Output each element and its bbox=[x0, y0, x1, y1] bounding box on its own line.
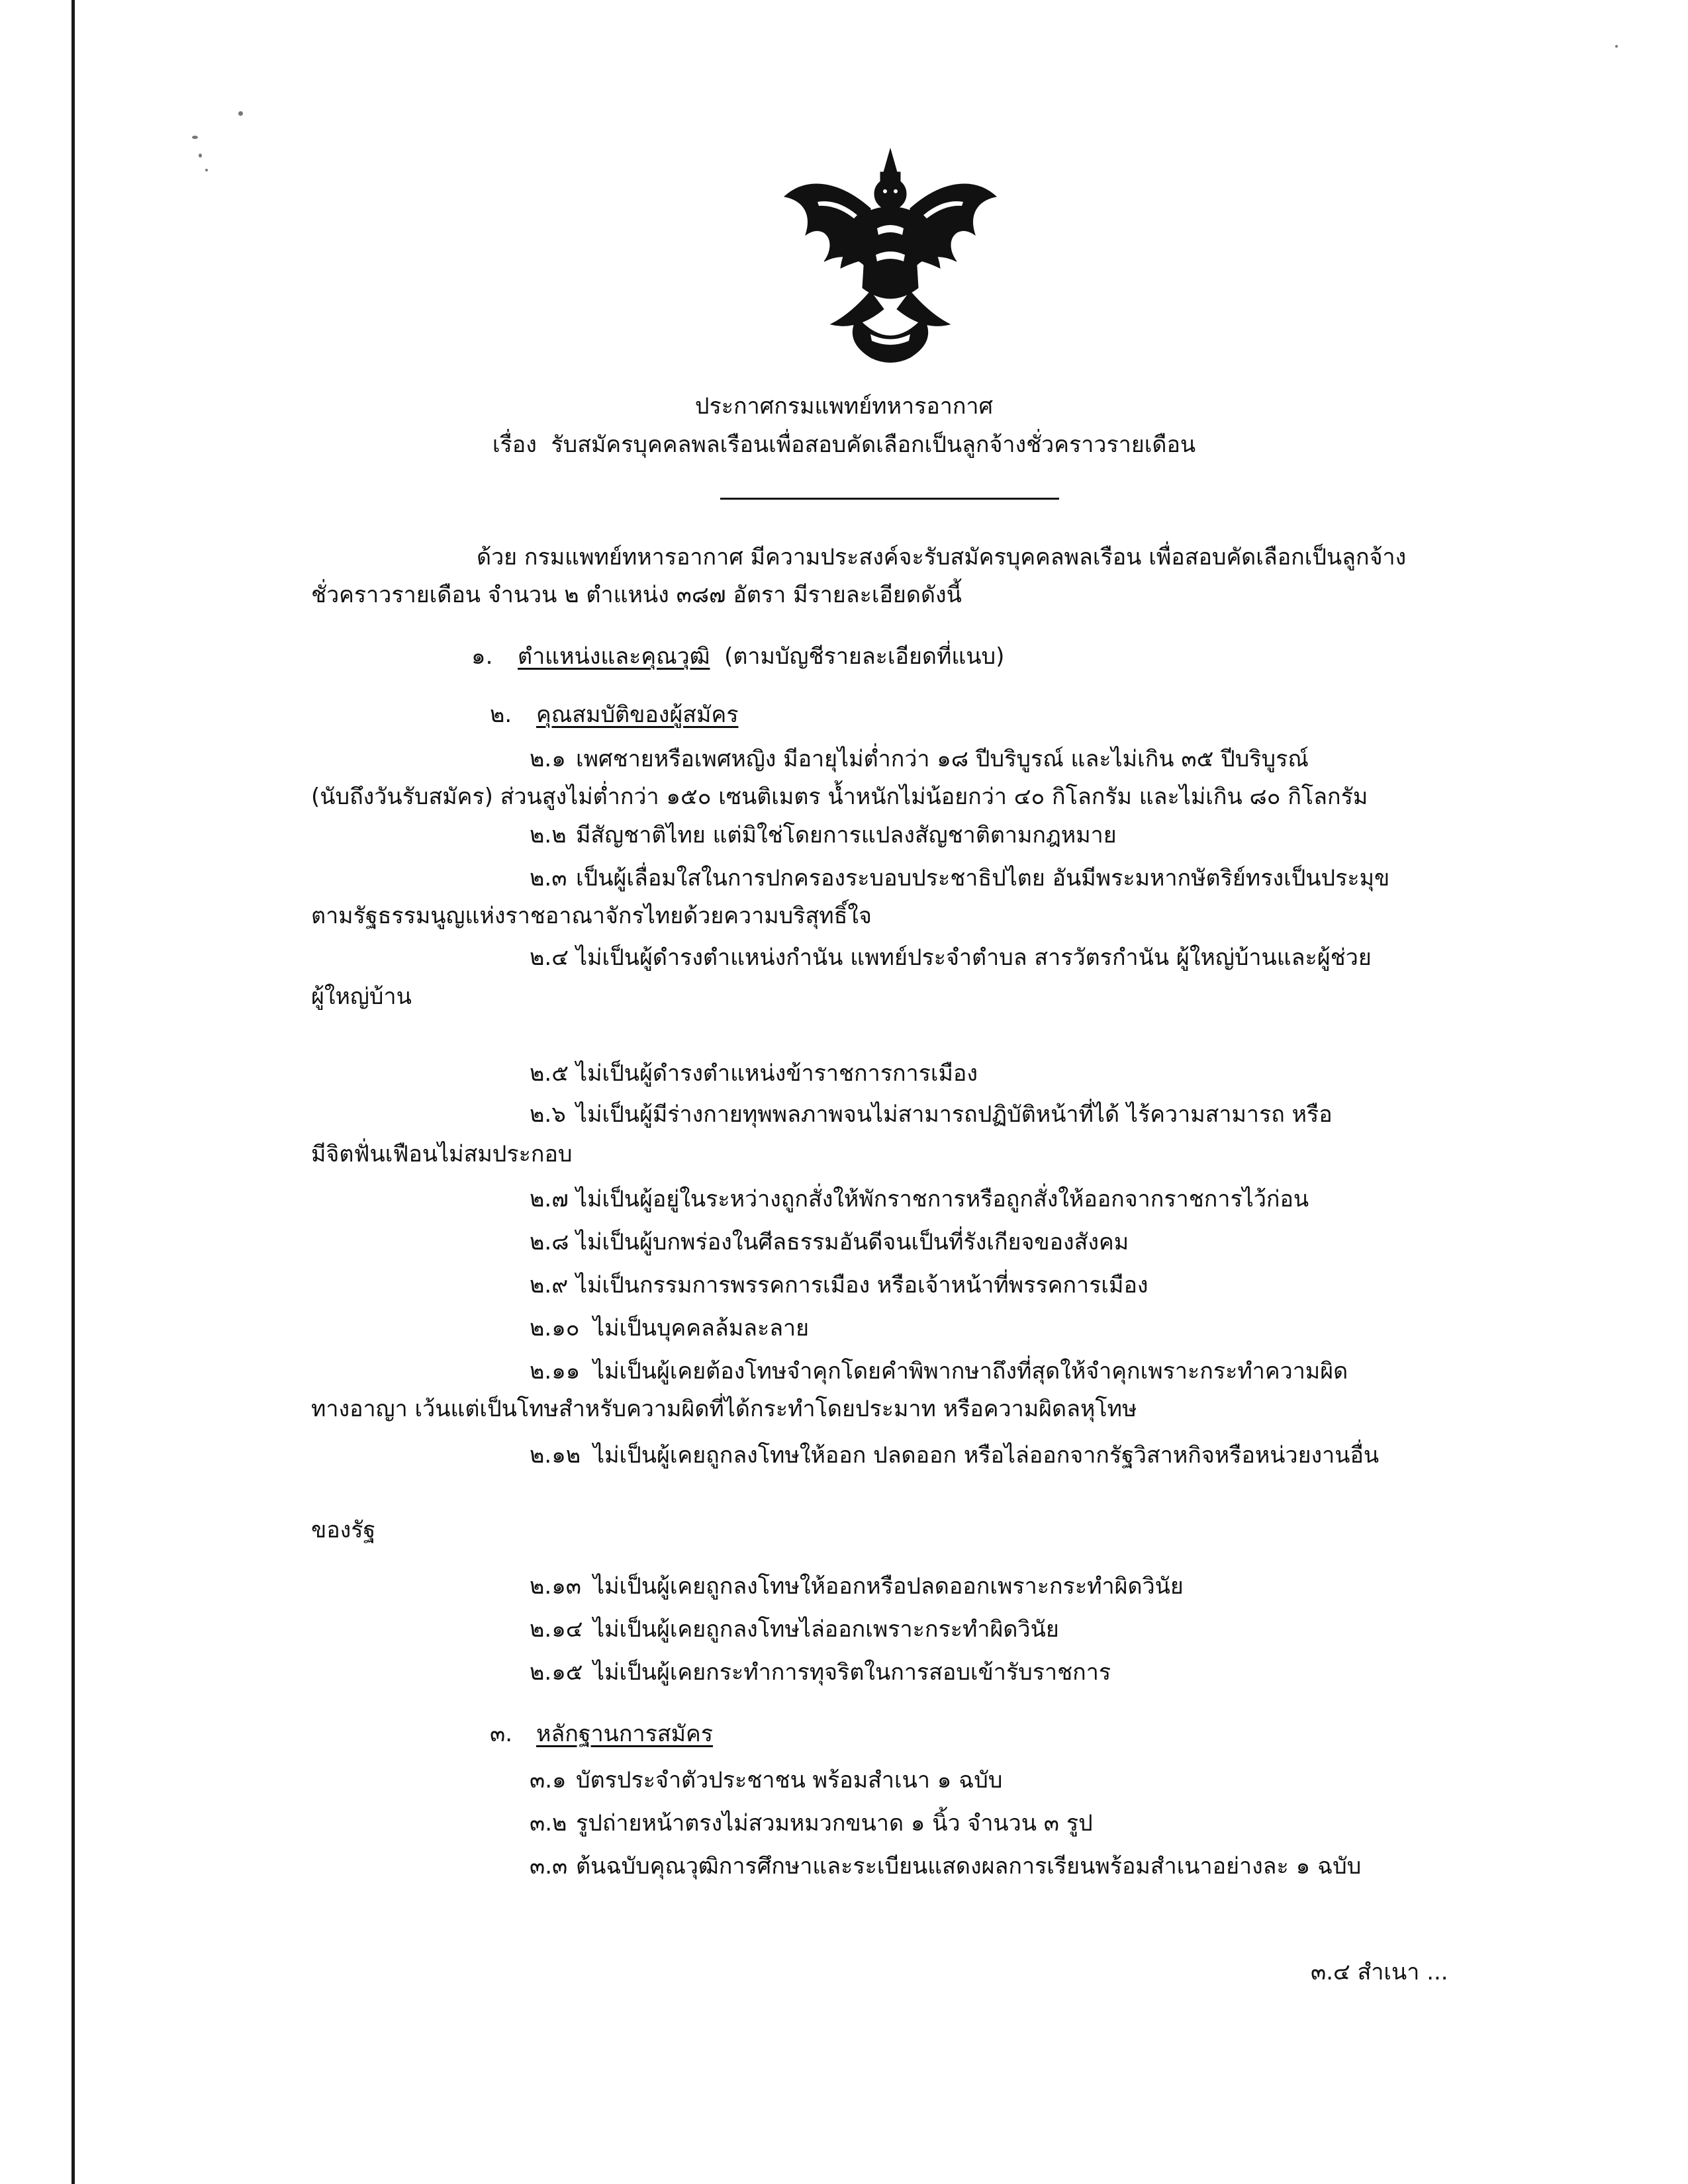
scan-speck bbox=[192, 136, 198, 139]
list-item: ๒.๑๔ ไม่เป็นผู้เคยถูกลงโทษไล่ออกเพราะกระทำผิดวินัย bbox=[530, 1616, 1059, 1643]
list-item: ๒.๘ ไม่เป็นผู้บกพร่องในศีลธรรมอันดีจนเป็นที่รังเกียจของสังคม bbox=[530, 1229, 1129, 1255]
list-item: ๒.๑๓ ไม่เป็นผู้เคยถูกลงโทษให้ออกหรือปลดออกเพราะกระทำผิดวินัย bbox=[530, 1573, 1184, 1600]
list-item: ๒.๔ ไม่เป็นผู้ดำรงตำแหน่งกำนัน แพทย์ประจำตำบล สารวัตรกำนัน ผู้ใหญ่บ้านและผู้ช่วย bbox=[530, 944, 1372, 971]
list-item: ๒.๑ เพศชายหรือเพศหญิง มีอายุไม่ต่ำกว่า ๑๘ ปีบริบูรณ์ และไม่เกิน ๓๕ ปีบริบูรณ์ bbox=[530, 746, 1309, 772]
list-item: ๒.๑๐ ไม่เป็นบุคคลล้มละลาย bbox=[530, 1315, 810, 1342]
list-item: ๓.๑ บัตรประจำตัวประชาชน พร้อมสำเนา ๑ ฉบับ bbox=[530, 1767, 1003, 1794]
section-number: ๓. bbox=[490, 1721, 513, 1747]
header-divider bbox=[720, 498, 1059, 500]
garuda-emblem-icon bbox=[778, 136, 1003, 374]
page-continuation: ๓.๔ สำเนา ... bbox=[1311, 1959, 1448, 1985]
list-item: ๒.๕ ไม่เป็นผู้ดำรงตำแหน่งข้าราชการการเมือง bbox=[530, 1060, 978, 1087]
list-item: ๒.๒ มีสัญชาติไทย แต่มิใช่โดยการแปลงสัญชาติตามกฎหมาย bbox=[530, 822, 1117, 848]
list-item: ๒.๑๕ ไม่เป็นผู้เคยกระทำการทุจริตในการสอบเข้ารับราชการ bbox=[530, 1659, 1111, 1686]
list-item-continuation: ของรัฐ bbox=[311, 1517, 376, 1543]
section-number: ๑. bbox=[471, 643, 493, 670]
section-title: คุณสมบัติของผู้สมัคร bbox=[536, 702, 739, 728]
subject-label: เรื่อง bbox=[492, 432, 537, 458]
subject-text: รับสมัครบุคคลพลเรือนเพื่อสอบคัดเลือกเป็นลูกจ้างชั่วคราวรายเดือน bbox=[551, 432, 1196, 458]
announcement-subject bbox=[0, 430, 1688, 459]
section-note: (ตามบัญชีรายละเอียดที่แนบ) bbox=[724, 643, 1005, 670]
section-1-heading bbox=[471, 642, 1004, 671]
scan-speck bbox=[1615, 45, 1618, 48]
section-title: ตำแหน่งและคุณวุฒิ bbox=[518, 643, 710, 670]
list-item: ๓.๓ ต้นฉบับคุณวุฒิการศึกษาและระเบียนแสดงผลการเรียนพร้อมสำเนาอย่างละ ๑ ฉบับ bbox=[530, 1853, 1362, 1880]
list-item-continuation: ผู้ใหญ่บ้าน bbox=[311, 983, 412, 1010]
list-item-continuation: (นับถึงวันรับสมัคร) ส่วนสูงไม่ต่ำกว่า ๑๕๐ เซนติเมตร น้ำหนักไม่น้อยกว่า ๔๐ กิโลกรัม และไม่เกิน ๘๐ กิโลกรัม bbox=[311, 784, 1368, 810]
scan-speck bbox=[205, 169, 208, 171]
announcement-title: ประกาศกรมแพทย์ทหารอากาศ bbox=[694, 393, 994, 420]
list-item: ๓.๒ รูปถ่ายหน้าตรงไม่สวมหมวกขนาด ๑ นิ้ว จำนวน ๓ รูป bbox=[530, 1810, 1093, 1837]
scan-edge bbox=[71, 0, 75, 2184]
list-item: ๒.๗ ไม่เป็นผู้อยู่ในระหว่างถูกสั่งให้พักราชการหรือถูกสั่งให้ออกจากราชการไว้ก่อน bbox=[530, 1186, 1309, 1212]
intro-line-1: ด้วย กรมแพทย์ทหารอากาศ มีความประสงค์จะรับสมัครบุคคลพลเรือน เพื่อสอบคัดเลือกเป็นลูกจ้าง bbox=[477, 544, 1407, 570]
section-3-heading bbox=[490, 1719, 713, 1749]
scan-speck bbox=[238, 111, 243, 116]
list-item: ๒.๑๑ ไม่เป็นผู้เคยต้องโทษจำคุกโดยคำพิพากษาถึงที่สุดให้จำคุกเพราะกระทำความผิด bbox=[530, 1358, 1348, 1385]
list-item: ๒.๑๒ ไม่เป็นผู้เคยถูกลงโทษให้ออก ปลดออก หรือไล่ออกจากรัฐวิสาหกิจหรือหน่วยงานอื่น bbox=[530, 1442, 1380, 1469]
list-item-continuation: ทางอาญา เว้นแต่เป็นโทษสำหรับความผิดที่ได้กระทำโดยประมาท หรือความผิดลหุโทษ bbox=[311, 1396, 1137, 1422]
section-2-heading bbox=[490, 700, 738, 729]
list-item-continuation: มีจิตฟั่นเฟือนไม่สมประกอบ bbox=[311, 1141, 573, 1167]
list-item: ๒.๖ ไม่เป็นผู้มีร่างกายทุพพลภาพจนไม่สามารถปฏิบัติหน้าที่ได้ ไร้ความสามารถ หรือ bbox=[530, 1101, 1333, 1128]
section-title: หลักฐานการสมัคร bbox=[536, 1721, 714, 1747]
list-item-continuation: ตามรัฐธรรมนูญแห่งราชอาณาจักรไทยด้วยความบริสุทธิ์ใจ bbox=[311, 903, 872, 929]
list-item: ๒.๓ เป็นผู้เลื่อมใสในการปกครองระบอบประชาธิปไตย อันมีพระมหากษัตริย์ทรงเป็นประมุข bbox=[530, 865, 1390, 891]
section-number: ๒. bbox=[490, 702, 512, 728]
intro-line-2: ชั่วคราวรายเดือน จำนวน ๒ ตำแหน่ง ๓๘๗ อัตรา มีรายละเอียดดังนี้ bbox=[311, 582, 962, 608]
list-item: ๒.๙ ไม่เป็นกรรมการพรรคการเมือง หรือเจ้าหน้าที่พรรคการเมือง bbox=[530, 1272, 1149, 1298]
scan-speck bbox=[199, 154, 202, 158]
